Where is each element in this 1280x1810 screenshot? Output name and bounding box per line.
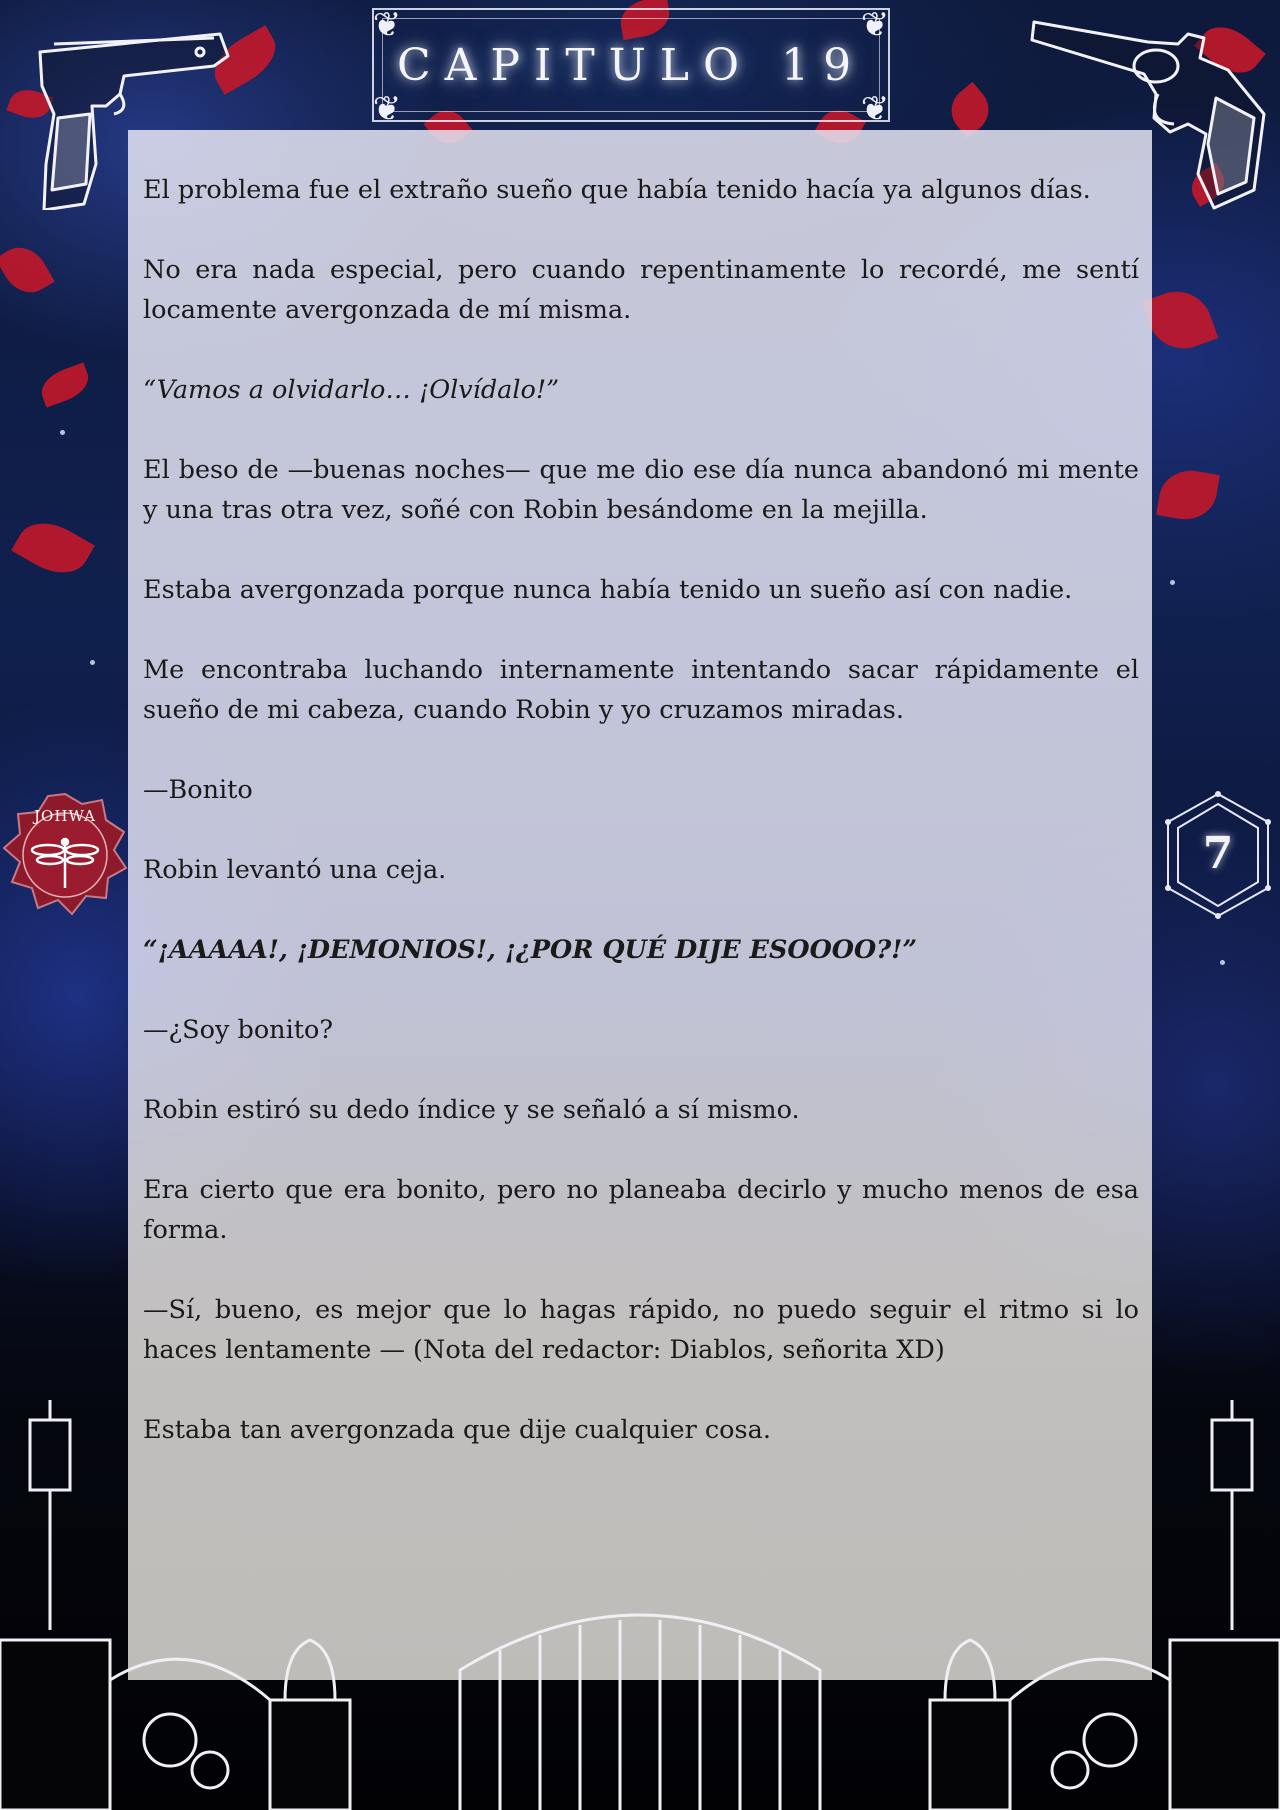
ornament-icon: ❦	[860, 5, 890, 45]
ornament-icon: ❦	[372, 5, 402, 45]
paragraph: Robin estiró su dedo índice y se señaló a sí mismo.	[143, 1095, 800, 1125]
paragraph-dialogue: —Sí, bueno, es mejor que lo hagas rápido, no puedo seguir el ritmo si lo haces lentamente — (Nota del redactor: Diablos, señorita XD)	[143, 1295, 1139, 1365]
sparkle	[1170, 580, 1175, 585]
paragraph: Me encontraba luchando internamente intentando sacar rápidamente el sueño de mi cabeza, cuando Robin y yo cruzamos miradas.	[143, 655, 1139, 725]
paragraph-dialogue: —¿Soy bonito?	[143, 1015, 334, 1045]
iron-gate-icon	[0, 1400, 1280, 1810]
sparkle	[1220, 960, 1225, 965]
rose-petal	[1156, 466, 1220, 525]
rose-petal	[11, 511, 95, 586]
paragraph-dialogue: —Bonito	[143, 775, 253, 805]
paragraph: El problema fue el extraño sueño que había tenido hacía ya algunos días.	[143, 175, 1091, 205]
paragraph: El beso de —buenas noches— que me dio ese día nunca abandonó mi mente y una tras otra vez, soñé con Robin besándome en la mejilla.	[143, 455, 1139, 525]
page-number: 7	[1202, 828, 1234, 879]
paragraph: Era cierto que era bonito, pero no planeaba decirlo y mucho menos de esa forma.	[143, 1175, 1139, 1245]
chapter-title-frame	[372, 5, 890, 129]
sparkle	[90, 660, 95, 665]
rose-petal	[0, 238, 55, 301]
rose-petal	[1142, 282, 1219, 359]
ornament-icon: ❦	[372, 89, 402, 129]
paragraph: No era nada especial, pero cuando repentinamente lo recordé, me sentí locamente avergonzada de mí misma.	[143, 255, 1139, 325]
chapter-body	[143, 170, 1139, 1490]
chapter-title: CAPITULO 19	[396, 39, 866, 91]
paragraph: Estaba tan avergonzada que dije cualquier cosa.	[143, 1415, 771, 1445]
ornament-icon: ❦	[860, 89, 890, 129]
logo-text: JOHWA	[34, 807, 96, 825]
paragraph-thought: “¡AAAAA!, ¡DEMONIOS!, ¡¿POR QUÉ DIJE ESOOOO?!”	[143, 935, 918, 965]
sparkle	[60, 430, 65, 435]
rose-petal	[36, 362, 93, 407]
paragraph: Estaba avergonzada porque nunca había tenido un sueño así con nadie.	[143, 575, 1073, 605]
paragraph: Robin levantó una ceja.	[143, 855, 447, 885]
paragraph-thought: “Vamos a olvidarlo… ¡Olvídalo!”	[143, 375, 560, 405]
